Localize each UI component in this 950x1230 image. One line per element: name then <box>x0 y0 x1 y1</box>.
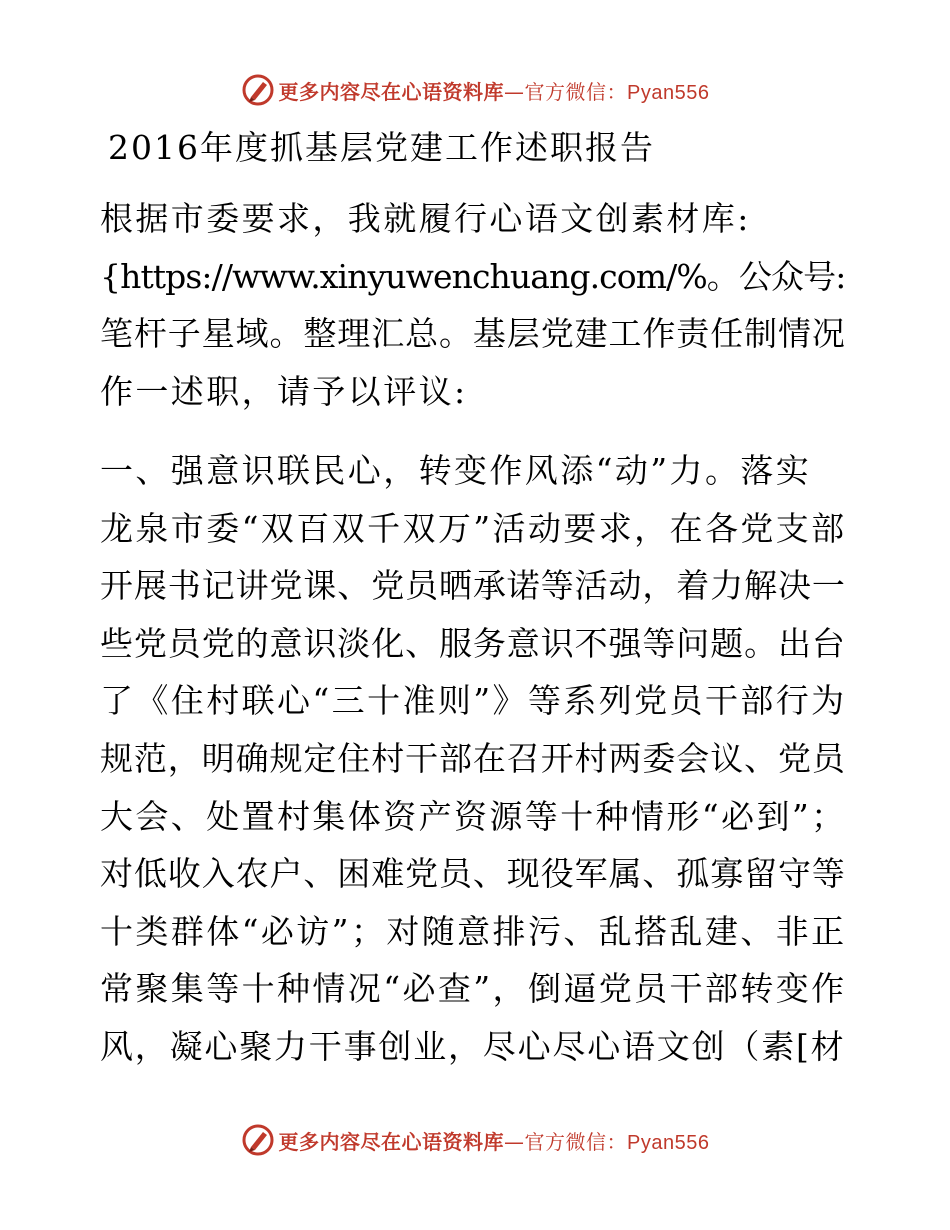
paragraph-section-one <box>100 442 850 1076</box>
banner-main-text: 更多内容尽在心语资料库 <box>278 1129 505 1154</box>
header-banner <box>0 68 950 112</box>
document-title: 2016年度抓基层党建工作述职报告 <box>108 128 655 167</box>
text-line: 一、强意识联民心，转变作风添“动”力。落实 <box>100 451 812 490</box>
banner-text <box>279 1126 710 1155</box>
text-line: {https://www.xinyuwenchuang.com/%。公众号: <box>100 256 846 296</box>
footer-banner <box>0 1118 950 1162</box>
text-line: 开展书记讲党课、党员晒承诺等活动，着力解决一 <box>100 566 846 606</box>
text-line: 常聚集等十种情况“必查”，倒逼党员干部转变作 <box>100 969 847 1009</box>
text-line: 根据市委要求，我就履行心语文创素材库: <box>100 199 751 238</box>
text-line: 对低收入农户、困难党员、现役军属、孤寡留守等 <box>100 854 846 894</box>
pen-logo-icon <box>241 73 275 107</box>
banner-wechat-handle: Pyan556 <box>627 81 710 104</box>
paragraph-intro <box>100 190 850 420</box>
text-line: 龙泉市委“双百双千双万”活动要求，在各党支部 <box>100 508 847 548</box>
text-line: 笔杆子星域。整理汇总。基层党建工作责任制情况 <box>100 314 846 354</box>
text-line: 十类群体“必访”；对随意排污、乱搭乱建、非正 <box>100 911 847 951</box>
banner-wechat-handle: Pyan556 <box>627 1131 710 1154</box>
banner-text <box>279 76 710 105</box>
text-line: 作一述职，请予以评议: <box>100 371 468 411</box>
text-line: 大会、处置村集体资产资源等十种情形“必到”； <box>100 796 847 836</box>
text-line: 些党员党的意识淡化、服务意识不强等问题。出台 <box>100 623 846 663</box>
text-line: 规范，明确规定住村干部在召开村两委会议、党员 <box>100 738 846 778</box>
text-line: 风，凝心聚力干事创业，尽心尽心语文创（素[材 <box>100 1026 846 1066</box>
text-line: 了《住村联心“三十准则”》等系列党员干部行为 <box>100 681 847 721</box>
pen-logo-icon <box>241 1123 275 1157</box>
banner-official-label: 官方微信： <box>524 79 628 104</box>
banner-dash: — <box>504 79 525 104</box>
banner-official-label: 官方微信： <box>524 1129 628 1154</box>
banner-dash: — <box>504 1129 525 1154</box>
banner-main-text: 更多内容尽在心语资料库 <box>278 79 505 104</box>
